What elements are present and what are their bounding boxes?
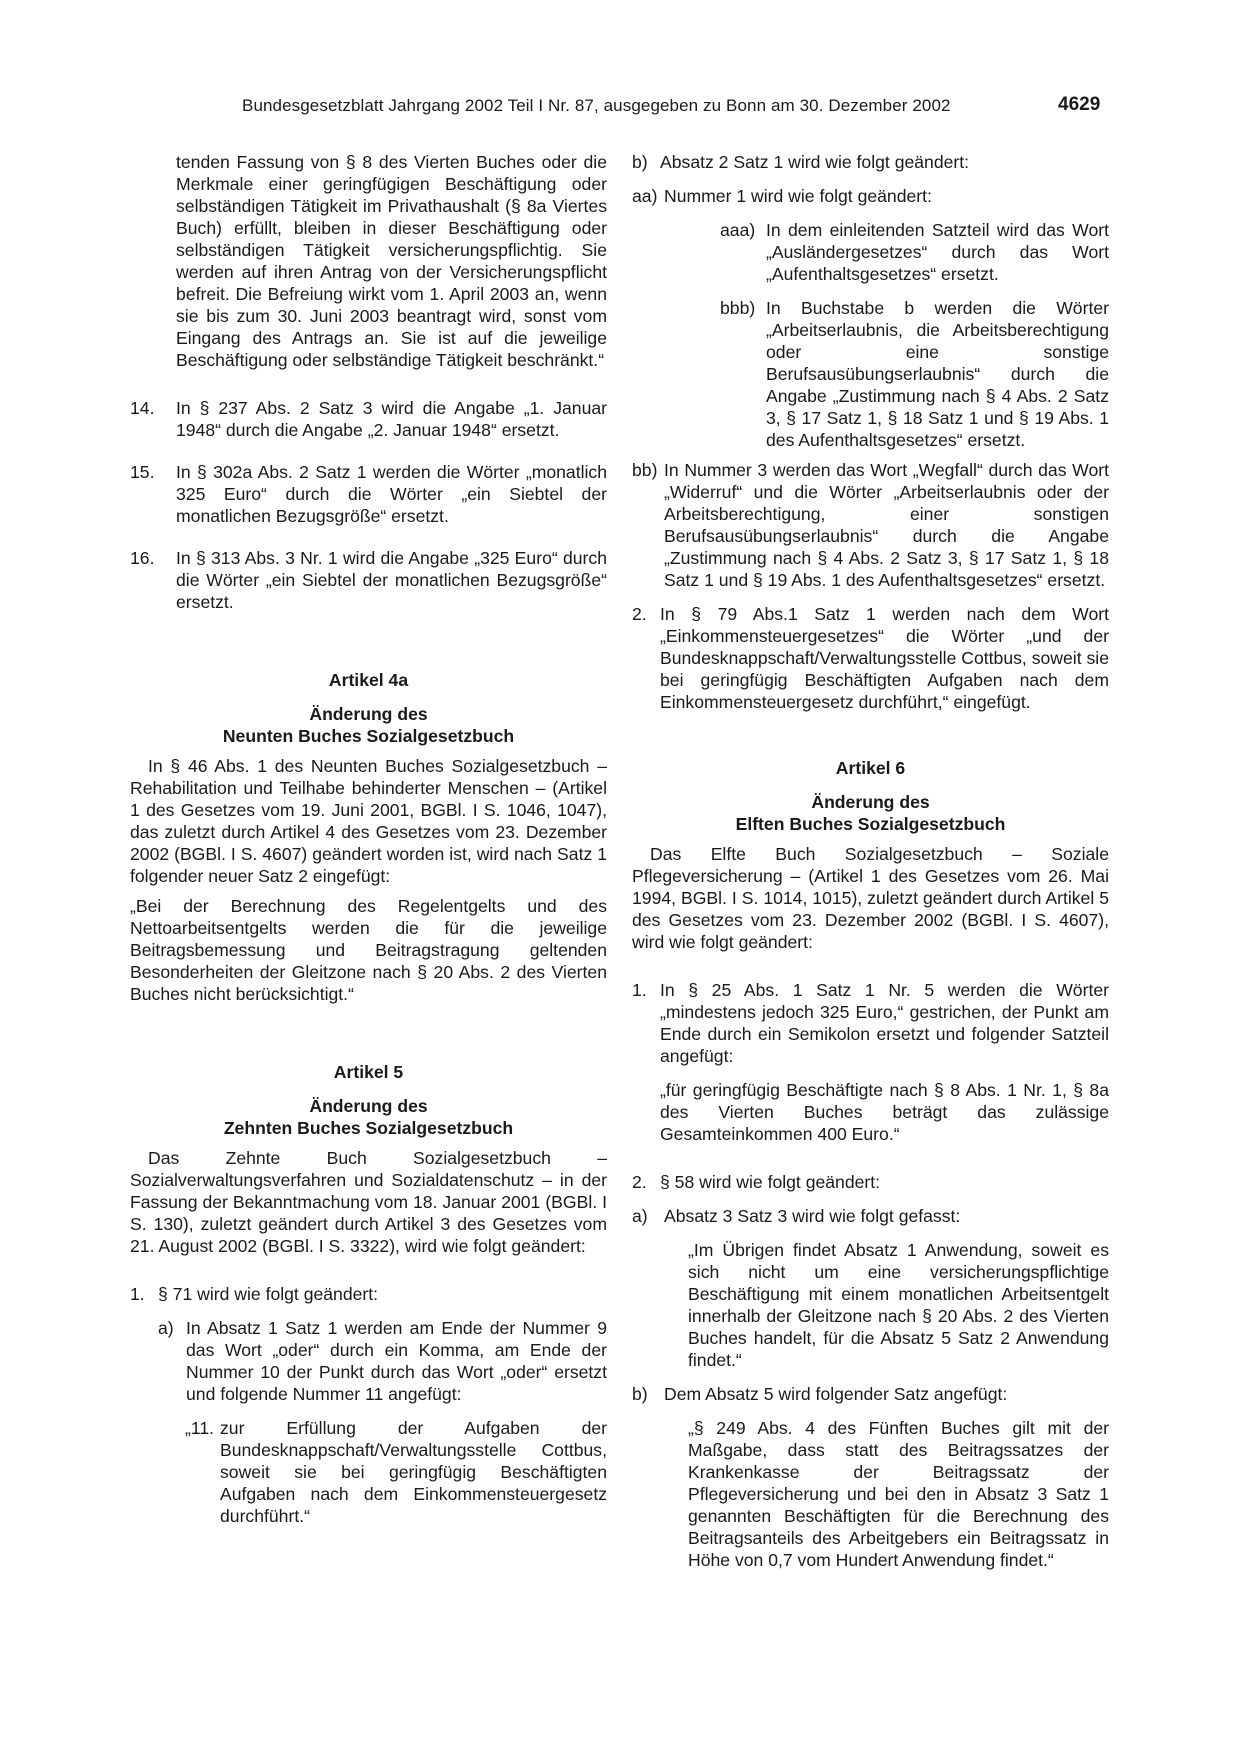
page-number: 4629	[1058, 94, 1101, 115]
item-text: In dem einleitenden Satzteil wird das Wort „Ausländergesetzes“ durch das Wort „Aufenthaltsgesetzes“ ersetzt.	[766, 220, 1109, 284]
article-4a-paragraph-2: „Bei der Berechnung des Regelentgelts und des Nettoarbeitsentgelts werden die für die jeweilige Beitragsbemessung und Beitragstragung geltenden Besonderheiten der Gleitzone nach § 20 Abs. 2 des Vierten Buches nicht berücksichtigt.“	[130, 896, 607, 1004]
article-4a-heading-line-1: Änderung des	[309, 704, 428, 724]
item-label: bbb)	[720, 298, 756, 318]
item-text: In Absatz 1 Satz 1 werden am Ende der Nummer 9 das Wort „oder“ durch ein Komma, am Ende der Nummer 10 der Punkt durch das Wort „oder“ ersetzt und folgende Nummer 11 angefügt:	[186, 1318, 607, 1404]
article-6-heading-line-2: Elften Buches Sozialgesetzbuch	[735, 814, 1006, 834]
item-label: aaa)	[720, 220, 756, 240]
item-text: In § 302a Abs. 2 Satz 1 werden die Wörter „monatlich 325 Euro“ durch die Wörter „ein Siebtel der monatlichen Bezugsgröße“ ersetzt.	[176, 462, 607, 526]
list-item-15	[130, 461, 607, 527]
item-letter: b)	[632, 1384, 648, 1404]
article-5-quoted-number-11	[130, 1417, 607, 1527]
item-text: § 71 wird wie folgt geändert:	[158, 1284, 379, 1304]
item-label: bb)	[632, 460, 658, 480]
article-5-item-1-b-aa-aaa	[720, 219, 1109, 285]
item-text: In Nummer 3 werden das Wort „Wegfall“ durch das Wort „Widerruf“ und die Wörter „Arbeitserlaubnis oder der Arbeitsberechtigung, einer sonstigen Berufsausübungserlaubnis“ durch die Angabe „Zustimmung nach § 4 Abs. 2 Satz 3, § 17 Satz 1, § 18 Satz 1 und § 19 Abs. 1 des Aufenthaltsgesetzes“ ersetzt.	[664, 460, 1109, 590]
article-5-title: Artikel 5	[333, 1062, 404, 1082]
article-6-item-2-a	[632, 1205, 1109, 1227]
article-4a-paragraph-1: In § 46 Abs. 1 des Neunten Buches Sozialgesetzbuch – Rehabilitation und Teilhabe behinderter Menschen – (Artikel 1 des Gesetzes vom 19. Juni 2001, BGBl. I S. 1046, 1047), das zuletzt durch Artikel 4 des Gesetzes vom 23. Dezember 2002 (BGBl. I S. 4607) geändert worden ist, wird nach Satz 1 folgender neuer Satz 2 eingefügt:	[130, 756, 607, 886]
article-6-item-2	[632, 1171, 1109, 1193]
article-5-item-1-b-aa	[632, 185, 1109, 207]
left-column	[130, 151, 607, 1527]
article-6-title: Artikel 6	[835, 758, 906, 778]
running-title: Bundesgesetzblatt Jahrgang 2002 Teil I Nr. 87, ausgegeben zu Bonn am 30. Dezember 2002	[242, 96, 951, 115]
item-text: § 58 wird wie folgt geändert:	[660, 1172, 881, 1192]
item-text: In Buchstabe b werden die Wörter „Arbeitserlaubnis, die Arbeitsberechtigung oder eine sonstige Berufsausübungserlaubnis“ durch die Angabe „Zustimmung nach § 4 Abs. 2 Satz 3, § 17 Satz 1, § 18 Satz 1 und § 19 Abs. 1 des Aufenthaltsgesetzes“ ersetzt.	[766, 298, 1109, 450]
article-5-item-1-b-aa-bbb	[720, 297, 1109, 451]
article-5-item-1-b	[632, 151, 1109, 173]
article-4a-heading-line-2: Neunten Buches Sozialgesetzbuch	[222, 726, 515, 746]
article-6-intro: Das Elfte Buch Sozialgesetzbuch – Soziale Pflegeversicherung – (Artikel 1 des Gesetzes vom 26. Mai 1994, BGBl. I S. 1014, 1015), zuletzt geändert durch Artikel 5 des Gesetzes vom 23. Dezember 2002 (BGBl. I S. 4607), wird wie folgt geändert:	[632, 844, 1109, 952]
list-item-16	[130, 547, 607, 613]
article-4a-title: Artikel 4a	[328, 670, 409, 690]
item-text: In § 237 Abs. 2 Satz 3 wird die Angabe „1. Januar 1948“ durch die Angabe „2. Januar 1948“ ersetzt.	[176, 398, 607, 440]
article-6-item-2-a-quote: „Im Übrigen findet Absatz 1 Anwendung, soweit es sich nicht um eine versicherungspflichtige Beschäftigung mit einem monatlichen Arbeitsentgelt innerhalb der Gleitzone nach § 20 Abs. 2 des Vierten Buches handelt, für die Absatz 5 Satz 2 Anwendung findet.“	[688, 1240, 1109, 1370]
article-6-item-1	[632, 979, 1109, 1067]
right-column	[632, 151, 1109, 1571]
quoted-number: „11.	[185, 1418, 215, 1438]
article-5-heading-line-2: Zehnten Buches Sozialgesetzbuch	[223, 1118, 514, 1138]
article-6-item-2-b	[632, 1383, 1109, 1405]
item-text: Nummer 1 wird wie folgt geändert:	[664, 186, 932, 206]
item-letter: a)	[158, 1318, 174, 1338]
item-letter: a)	[632, 1206, 648, 1226]
item-number: 1.	[632, 980, 647, 1000]
item-number: 16.	[130, 548, 155, 568]
item-text: In § 25 Abs. 1 Satz 1 Nr. 5 werden die Wörter „mindestens jedoch 325 Euro,“ gestrichen, der Punkt am Ende durch ein Semikolon ersetzt und folgender Satzteil angefügt:	[660, 980, 1109, 1066]
article-6-item-1-quote: „für geringfügig Beschäftigte nach § 8 Abs. 1 Nr. 1, § 8a des Vierten Buches beträgt das zulässige Gesamteinkommen 400 Euro.“	[660, 1080, 1109, 1144]
article-5-heading-line-1: Änderung des	[309, 1096, 428, 1116]
list-item-14	[130, 397, 607, 441]
item-text: Absatz 3 Satz 3 wird wie folgt gefasst:	[664, 1206, 961, 1226]
quoted-text: zur Erfüllung der Aufgaben der Bundesknappschaft/Verwaltungsstelle Cottbus, soweit sie bei geringfügig Beschäftigten Aufgaben nach dem Einkommensteuergesetz durchführt.“	[220, 1418, 607, 1526]
running-header	[0, 96, 1240, 126]
item-letter: b)	[632, 152, 648, 172]
item-text: Absatz 2 Satz 1 wird wie folgt geändert:	[660, 152, 970, 172]
item-number: 15.	[130, 462, 155, 482]
article-6-item-2-b-quote: „§ 249 Abs. 4 des Fünften Buches gilt mit der Maßgabe, dass statt des Beitragssatzes der Krankenkasse der Beitragssatz der Pflegeversicherung und bei den in Absatz 3 Satz 1 genannten Beschäftigten für die Berechnung des Beitragsanteils des Arbeitgebers ein Beitragssatz in Höhe von 0,7 vom Hundert Anwendung findet.“	[688, 1418, 1109, 1570]
article-5-intro: Das Zehnte Buch Sozialgesetzbuch – Sozialverwaltungsverfahren und Sozialdatenschutz – in der Fassung der Bekanntmachung vom 18. Januar 2001 (BGBl. I S. 130), zuletzt geändert durch Artikel 3 des Gesetzes vom 21. August 2002 (BGBl. I S. 3322), wird wie folgt geändert:	[130, 1148, 607, 1256]
item-label: aa)	[632, 186, 658, 206]
item-number: 2.	[632, 1172, 647, 1192]
item-number: 1.	[130, 1284, 145, 1304]
item-text: In § 313 Abs. 3 Nr. 1 wird die Angabe „325 Euro“ durch die Wörter „ein Siebtel der monatlichen Bezugsgröße“ ersetzt.	[176, 548, 607, 612]
article-5-item-2	[632, 603, 1109, 713]
article-5-item-1	[130, 1283, 607, 1305]
item-text: In § 79 Abs.1 Satz 1 werden nach dem Wort „Einkommensteuergesetzes“ die Wörter „und der Bundesknappschaft/Verwaltungsstelle Cottbus, soweit sie bei geringfügig Beschäftigten Aufgaben nach dem Einkommensteuergesetz durchführt,“ eingefügt.	[660, 604, 1109, 712]
item-number: 2.	[632, 604, 647, 624]
continuation-paragraph: tenden Fassung von § 8 des Vierten Buches oder die Merkmale einer geringfügigen Beschäftigung oder selbständigen Tätigkeit im Privathaushalt (§ 8a Viertes Buch) erfüllt, bleiben in dieser Beschäftigung oder selbständigen Tätigkeit versicherungspflichtig. Sie werden auf ihren Antrag von der Versicherungspflicht befreit. Die Befreiung wirkt vom 1. April 2003 an, wenn sie bis zum 30. Juni 2003 beantragt wird, sonst vom Eingang des Antrags an. Sie ist auf die jeweilige Beschäftigung oder selbständige Tätigkeit beschränkt.“	[176, 152, 607, 370]
article-5-item-1-b-bb	[632, 459, 1109, 591]
item-number: 14.	[130, 398, 155, 418]
article-5-item-1-a	[130, 1317, 607, 1405]
article-6-heading-line-1: Änderung des	[811, 792, 930, 812]
item-text: Dem Absatz 5 wird folgender Satz angefügt:	[664, 1384, 1008, 1404]
